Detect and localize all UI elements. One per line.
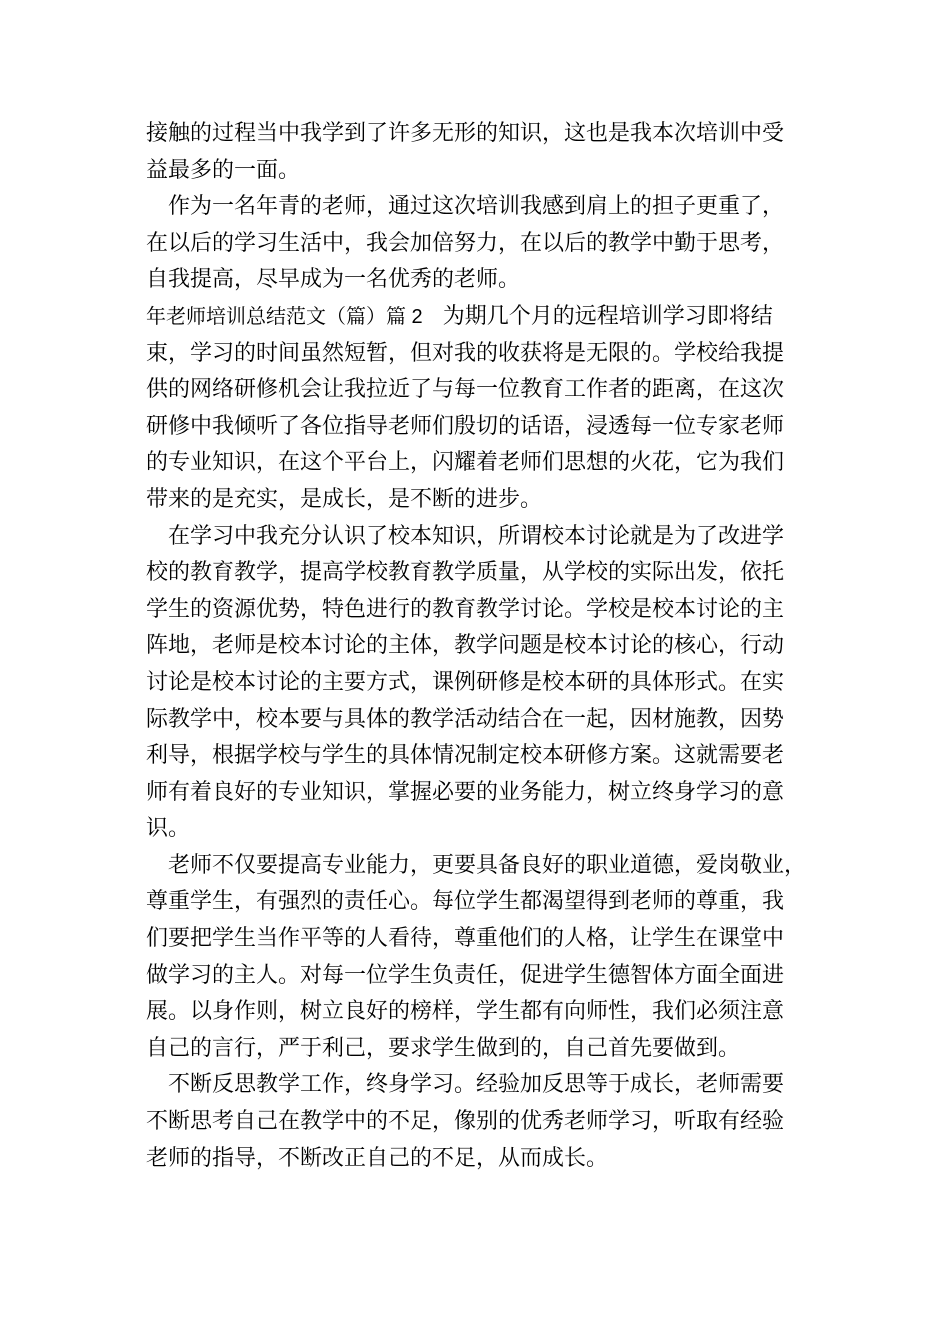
document-body bbox=[146, 116, 816, 1177]
paragraph-2 bbox=[146, 189, 816, 299]
section-heading: 年老师培训总结范文（篇）篇 2 bbox=[146, 305, 423, 328]
paragraph-6 bbox=[146, 1067, 816, 1177]
text-line: 自己的言行，严于利己，要求学生做到的，自己首先要做到。 bbox=[146, 1035, 741, 1061]
text-line: 在学习中我充分认识了校本知识，所谓校本讨论就是为了改进学 bbox=[168, 523, 785, 549]
text-line: 阵地，老师是校本讨论的主体，教学问题是校本讨论的核心，行动 bbox=[146, 633, 785, 659]
text-line: 们要把学生当作平等的人看待，尊重他们的人格，让学生在课堂中 bbox=[146, 926, 785, 952]
text-line: 不断思考自己在教学中的不足，像别的优秀老师学习，听取有经验 bbox=[146, 1109, 785, 1135]
paragraph-5 bbox=[146, 848, 816, 1068]
paragraph-4 bbox=[146, 519, 816, 848]
text-line: 利导，根据学校与学生的具体情况制定校本研修方案。这就需要老 bbox=[146, 743, 785, 769]
text-line: 的专业知识，在这个平台上，闪耀着老师们思想的火花，它为我们 bbox=[146, 450, 785, 476]
text-line: 老师不仅要提高专业能力，更要具备良好的职业道德，爱岗敬业， bbox=[168, 852, 807, 878]
text-line: 尊重学生，有强烈的责任心。每位学生都渴望得到老师的尊重，我 bbox=[146, 889, 785, 915]
text-line: 展。以身作则，树立良好的榜样，学生都有向师性，我们必须注意 bbox=[146, 999, 785, 1025]
paragraph-1 bbox=[146, 116, 816, 189]
paragraph-3 bbox=[146, 299, 816, 519]
heading-line bbox=[146, 299, 816, 336]
text-line: 识。 bbox=[146, 816, 191, 842]
text-line: 不断反思教学工作，终身学习。经验加反思等于成长，老师需要 bbox=[168, 1072, 785, 1098]
text-line: 老师的指导，不断改正自己的不足，从而成长。 bbox=[146, 1145, 609, 1171]
text-line: 讨论是校本讨论的主要方式，课例研修是校本研的具体形式。在实 bbox=[146, 669, 785, 695]
text-line: 研修中我倾听了各位指导老师们殷切的话语，浸透每一位专家老师 bbox=[146, 413, 785, 439]
text-line: 供的网络研修机会让我拉近了与每一位教育工作者的距离，在这次 bbox=[146, 377, 785, 403]
text-line: 为期几个月的远程培训学习即将结 bbox=[442, 303, 773, 329]
text-line: 学生的资源优势，特色进行的教育教学讨论。学校是校本讨论的主 bbox=[146, 596, 785, 622]
text-line: 益最多的一面。 bbox=[146, 157, 301, 183]
text-line: 在以后的学习生活中，我会加倍努力，在以后的教学中勤于思考， bbox=[146, 230, 785, 256]
text-line: 自我提高，尽早成为一名优秀的老师。 bbox=[146, 267, 521, 293]
text-line: 校的教育教学，提高学校教育教学质量，从学校的实际出发，依托 bbox=[146, 560, 785, 586]
text-line: 作为一名年青的老师，通过这次培训我感到肩上的担子更重了， bbox=[168, 194, 785, 220]
text-line: 做学习的主人。对每一位学生负责任，促进学生德智体方面全面进 bbox=[146, 962, 785, 988]
text-line: 际教学中，校本要与具体的教学活动结合在一起，因材施教，因势 bbox=[146, 706, 785, 732]
text-line: 束，学习的时间虽然短暂，但对我的收获将是无限的。学校给我提 bbox=[146, 340, 785, 366]
text-line: 接触的过程当中我学到了许多无形的知识，这也是我本次培训中受 bbox=[146, 121, 785, 146]
text-line: 师有着良好的专业知识，掌握必要的业务能力，树立终身学习的意 bbox=[146, 779, 785, 805]
text-line: 带来的是充实，是成长，是不断的进步。 bbox=[146, 486, 543, 512]
